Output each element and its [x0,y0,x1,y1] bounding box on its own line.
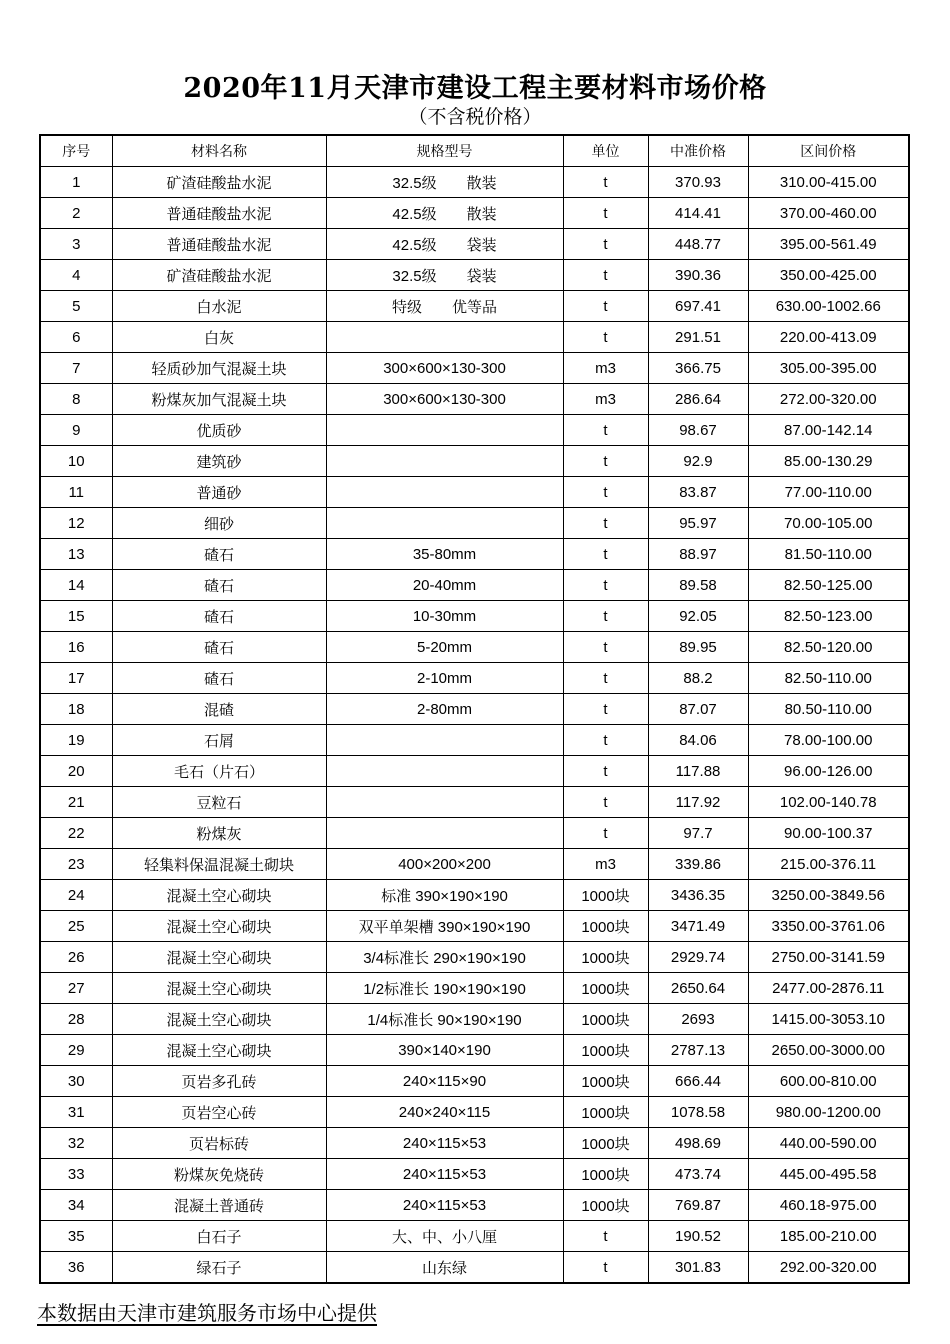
cell-index: 24 [40,880,112,911]
cell-unit: 1000块 [563,1066,648,1097]
table-row [40,198,909,229]
cell-price-range: 445.00-495.58 [748,1159,909,1190]
cell-unit: t [563,632,648,663]
cell-material-name: 优质砂 [112,415,326,446]
table-row [40,694,909,725]
table-row [40,818,909,849]
cell-base-price: 448.77 [648,229,748,260]
cell-price-range: 460.18-975.00 [748,1190,909,1221]
cell-material-name: 碴石 [112,601,326,632]
cell-material-name: 混凝土空心砌块 [112,880,326,911]
cell-material-name: 白石子 [112,1221,326,1252]
cell-index: 23 [40,849,112,880]
cell-spec: 400×200×200 [326,849,563,880]
cell-unit: t [563,229,648,260]
cell-base-price: 92.05 [648,601,748,632]
cell-price-range: 80.50-110.00 [748,694,909,725]
cell-base-price: 3436.35 [648,880,748,911]
cell-spec: 300×600×130-300 [326,353,563,384]
cell-material-name: 混凝土普通砖 [112,1190,326,1221]
table-row [40,415,909,446]
table-row [40,384,909,415]
cell-price-range: 215.00-376.11 [748,849,909,880]
cell-base-price: 390.36 [648,260,748,291]
cell-index: 16 [40,632,112,663]
cell-unit: t [563,477,648,508]
cell-material-name: 混碴 [112,694,326,725]
cell-unit: t [563,167,648,198]
cell-material-name: 混凝土空心砌块 [112,1004,326,1035]
cell-base-price: 117.88 [648,756,748,787]
cell-unit: t [563,601,648,632]
cell-unit: t [563,787,648,818]
cell-price-range: 82.50-120.00 [748,632,909,663]
table-row [40,632,909,663]
cell-spec [326,756,563,787]
cell-spec: 300×600×130-300 [326,384,563,415]
cell-base-price: 291.51 [648,322,748,353]
cell-index: 34 [40,1190,112,1221]
cell-material-name: 细砂 [112,508,326,539]
cell-spec: 2-10mm [326,663,563,694]
cell-material-name: 页岩标砖 [112,1128,326,1159]
cell-unit: t [563,539,648,570]
cell-price-range: 78.00-100.00 [748,725,909,756]
cell-base-price: 3471.49 [648,911,748,942]
cell-material-name: 豆粒石 [112,787,326,818]
cell-material-name: 混凝土空心砌块 [112,1035,326,1066]
cell-base-price: 339.86 [648,849,748,880]
cell-base-price: 370.93 [648,167,748,198]
cell-price-range: 440.00-590.00 [748,1128,909,1159]
cell-unit: 1000块 [563,973,648,1004]
table-row [40,1159,909,1190]
cell-material-name: 粉煤灰加气混凝土块 [112,384,326,415]
cell-index: 27 [40,973,112,1004]
cell-material-name: 混凝土空心砌块 [112,973,326,1004]
table-row [40,911,909,942]
cell-index: 33 [40,1159,112,1190]
cell-unit: t [563,322,648,353]
cell-spec: 10-30mm [326,601,563,632]
cell-price-range: 2477.00-2876.11 [748,973,909,1004]
cell-unit: t [563,694,648,725]
cell-base-price: 2693 [648,1004,748,1035]
cell-material-name: 建筑砂 [112,446,326,477]
cell-base-price: 666.44 [648,1066,748,1097]
table-row [40,756,909,787]
cell-unit: 1000块 [563,1190,648,1221]
cell-spec: 5-20mm [326,632,563,663]
cell-unit: t [563,818,648,849]
table-row [40,880,909,911]
cell-spec: 山东绿 [326,1252,563,1284]
cell-material-name: 矿渣硅酸盐水泥 [112,167,326,198]
cell-material-name: 白灰 [112,322,326,353]
cell-unit: t [563,1252,648,1284]
cell-index: 18 [40,694,112,725]
cell-spec [326,787,563,818]
cell-price-range: 82.50-123.00 [748,601,909,632]
cell-unit: 1000块 [563,1004,648,1035]
cell-price-range: 82.50-110.00 [748,663,909,694]
cell-price-range: 90.00-100.37 [748,818,909,849]
cell-material-name: 石屑 [112,725,326,756]
cell-spec [326,415,563,446]
header-material-name: 材料名称 [112,135,326,167]
cell-base-price: 2929.74 [648,942,748,973]
table-row [40,725,909,756]
cell-base-price: 92.9 [648,446,748,477]
page-title: 2020年11月天津市建设工程主要材料市场价格 [183,73,767,104]
cell-price-range: 82.50-125.00 [748,570,909,601]
cell-index: 36 [40,1252,112,1284]
cell-base-price: 89.95 [648,632,748,663]
cell-index: 21 [40,787,112,818]
cell-base-price: 498.69 [648,1128,748,1159]
cell-material-name: 普通硅酸盐水泥 [112,198,326,229]
cell-index: 31 [40,1097,112,1128]
header-price-range: 区间价格 [748,135,909,167]
cell-price-range: 220.00-413.09 [748,322,909,353]
cell-unit: t [563,1221,648,1252]
table-row [40,1035,909,1066]
cell-base-price: 2650.64 [648,973,748,1004]
table-row [40,570,909,601]
cell-material-name: 矿渣硅酸盐水泥 [112,260,326,291]
source-note: 本数据由天津市建筑服务市场中心提供 [37,1301,377,1325]
table-row [40,1004,909,1035]
cell-spec: 2-80mm [326,694,563,725]
table-row [40,229,909,260]
cell-price-range: 70.00-105.00 [748,508,909,539]
cell-price-range: 350.00-425.00 [748,260,909,291]
table-row [40,1066,909,1097]
table-row [40,322,909,353]
cell-unit: m3 [563,849,648,880]
cell-spec: 240×115×53 [326,1190,563,1221]
header-unit: 单位 [563,135,648,167]
cell-unit: t [563,570,648,601]
table-row [40,973,909,1004]
cell-index: 20 [40,756,112,787]
cell-price-range: 395.00-561.49 [748,229,909,260]
table-row [40,1097,909,1128]
cell-index: 10 [40,446,112,477]
cell-price-range: 310.00-415.00 [748,167,909,198]
cell-base-price: 88.97 [648,539,748,570]
cell-spec: 35-80mm [326,539,563,570]
cell-spec [326,725,563,756]
cell-base-price: 97.7 [648,818,748,849]
cell-unit: t [563,725,648,756]
cell-unit: t [563,508,648,539]
cell-spec: 双平单架槽 390×190×190 [326,911,563,942]
price-table [39,134,910,1284]
table-body [40,167,909,1284]
cell-material-name: 页岩多孔砖 [112,1066,326,1097]
cell-material-name: 混凝土空心砌块 [112,911,326,942]
cell-base-price: 98.67 [648,415,748,446]
table-row [40,508,909,539]
cell-price-range: 370.00-460.00 [748,198,909,229]
cell-spec: 1/4标准长 90×190×190 [326,1004,563,1035]
cell-unit: 1000块 [563,880,648,911]
cell-unit: t [563,663,648,694]
header-spec: 规格型号 [326,135,563,167]
cell-index: 29 [40,1035,112,1066]
cell-spec: 1/2标准长 190×190×190 [326,973,563,1004]
cell-material-name: 轻质砂加气混凝土块 [112,353,326,384]
cell-price-range: 96.00-126.00 [748,756,909,787]
cell-base-price: 2787.13 [648,1035,748,1066]
cell-material-name: 碴石 [112,632,326,663]
cell-price-range: 272.00-320.00 [748,384,909,415]
table-row [40,539,909,570]
table-row [40,601,909,632]
cell-base-price: 301.83 [648,1252,748,1284]
table-row [40,291,909,322]
cell-spec: 大、中、小八厘 [326,1221,563,1252]
cell-index: 30 [40,1066,112,1097]
cell-index: 5 [40,291,112,322]
cell-index: 11 [40,477,112,508]
cell-material-name: 粉煤灰免烧砖 [112,1159,326,1190]
cell-spec: 390×140×190 [326,1035,563,1066]
cell-unit: t [563,446,648,477]
cell-unit: t [563,756,648,787]
table-row [40,260,909,291]
cell-price-range: 77.00-110.00 [748,477,909,508]
cell-spec [326,477,563,508]
cell-unit: t [563,291,648,322]
table-row [40,477,909,508]
cell-base-price: 83.87 [648,477,748,508]
cell-base-price: 697.41 [648,291,748,322]
cell-index: 2 [40,198,112,229]
cell-unit: 1000块 [563,1128,648,1159]
cell-material-name: 粉煤灰 [112,818,326,849]
cell-spec: 20-40mm [326,570,563,601]
cell-base-price: 1078.58 [648,1097,748,1128]
cell-base-price: 89.58 [648,570,748,601]
cell-index: 26 [40,942,112,973]
cell-spec: 3/4标准长 290×190×190 [326,942,563,973]
cell-index: 32 [40,1128,112,1159]
cell-material-name: 普通硅酸盐水泥 [112,229,326,260]
cell-price-range: 1415.00-3053.10 [748,1004,909,1035]
cell-base-price: 84.06 [648,725,748,756]
cell-spec: 42.5级 袋装 [326,229,563,260]
cell-material-name: 毛石（片石） [112,756,326,787]
cell-index: 13 [40,539,112,570]
cell-spec: 240×240×115 [326,1097,563,1128]
page-subtitle: （不含税价格） [408,106,542,128]
cell-unit: m3 [563,384,648,415]
cell-price-range: 102.00-140.78 [748,787,909,818]
cell-spec: 42.5级 散装 [326,198,563,229]
cell-price-range: 87.00-142.14 [748,415,909,446]
cell-index: 7 [40,353,112,384]
cell-material-name: 普通砂 [112,477,326,508]
cell-index: 35 [40,1221,112,1252]
cell-index: 22 [40,818,112,849]
cell-index: 3 [40,229,112,260]
cell-price-range: 2650.00-3000.00 [748,1035,909,1066]
cell-material-name: 碴石 [112,663,326,694]
table-row [40,1252,909,1284]
cell-price-range: 980.00-1200.00 [748,1097,909,1128]
cell-price-range: 85.00-130.29 [748,446,909,477]
cell-index: 28 [40,1004,112,1035]
cell-price-range: 3250.00-3849.56 [748,880,909,911]
cell-unit: 1000块 [563,911,648,942]
cell-spec: 32.5级 散装 [326,167,563,198]
cell-index: 15 [40,601,112,632]
cell-index: 25 [40,911,112,942]
cell-spec: 32.5级 袋装 [326,260,563,291]
cell-spec [326,322,563,353]
cell-base-price: 769.87 [648,1190,748,1221]
table-row [40,663,909,694]
cell-unit: 1000块 [563,1159,648,1190]
header-base-price: 中准价格 [648,135,748,167]
cell-price-range: 2750.00-3141.59 [748,942,909,973]
cell-index: 14 [40,570,112,601]
cell-material-name: 碴石 [112,570,326,601]
cell-index: 8 [40,384,112,415]
cell-spec: 特级 优等品 [326,291,563,322]
cell-base-price: 87.07 [648,694,748,725]
cell-index: 6 [40,322,112,353]
table-row [40,167,909,198]
cell-unit: 1000块 [563,1035,648,1066]
table-header-row [40,135,909,167]
cell-base-price: 190.52 [648,1221,748,1252]
cell-spec: 240×115×53 [326,1128,563,1159]
cell-index: 4 [40,260,112,291]
cell-base-price: 117.92 [648,787,748,818]
cell-unit: t [563,260,648,291]
cell-material-name: 页岩空心砖 [112,1097,326,1128]
header-index: 序号 [40,135,112,167]
table-row [40,1221,909,1252]
cell-unit: t [563,198,648,229]
cell-spec [326,818,563,849]
cell-base-price: 88.2 [648,663,748,694]
cell-base-price: 473.74 [648,1159,748,1190]
cell-index: 19 [40,725,112,756]
cell-index: 9 [40,415,112,446]
cell-price-range: 600.00-810.00 [748,1066,909,1097]
table-row [40,942,909,973]
cell-price-range: 185.00-210.00 [748,1221,909,1252]
cell-unit: 1000块 [563,942,648,973]
cell-index: 1 [40,167,112,198]
cell-unit: 1000块 [563,1097,648,1128]
cell-base-price: 366.75 [648,353,748,384]
cell-base-price: 414.41 [648,198,748,229]
cell-material-name: 白水泥 [112,291,326,322]
table-row [40,446,909,477]
table-row [40,1128,909,1159]
table-row [40,849,909,880]
cell-material-name: 混凝土空心砌块 [112,942,326,973]
cell-spec: 240×115×53 [326,1159,563,1190]
cell-unit: m3 [563,353,648,384]
cell-index: 12 [40,508,112,539]
cell-spec [326,446,563,477]
cell-price-range: 3350.00-3761.06 [748,911,909,942]
table-row [40,787,909,818]
cell-index: 17 [40,663,112,694]
cell-unit: t [563,415,648,446]
cell-spec: 标准 390×190×190 [326,880,563,911]
table-row [40,1190,909,1221]
table-row [40,353,909,384]
cell-price-range: 305.00-395.00 [748,353,909,384]
cell-material-name: 绿石子 [112,1252,326,1284]
cell-spec [326,508,563,539]
cell-price-range: 630.00-1002.66 [748,291,909,322]
cell-price-range: 292.00-320.00 [748,1252,909,1284]
cell-spec: 240×115×90 [326,1066,563,1097]
cell-material-name: 碴石 [112,539,326,570]
cell-base-price: 95.97 [648,508,748,539]
cell-base-price: 286.64 [648,384,748,415]
cell-material-name: 轻集料保温混凝土砌块 [112,849,326,880]
cell-price-range: 81.50-110.00 [748,539,909,570]
